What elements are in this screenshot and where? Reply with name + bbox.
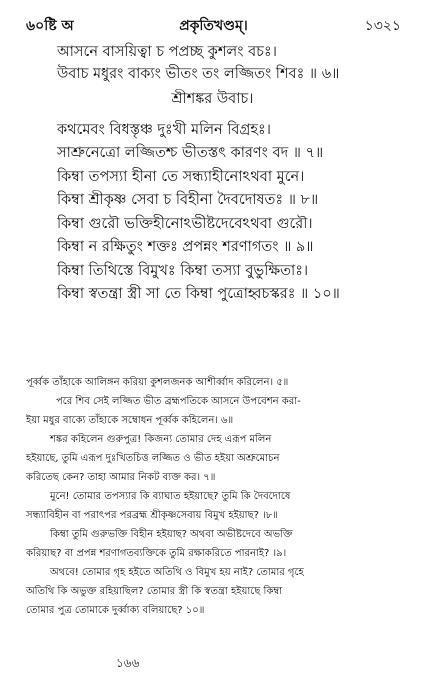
translation-line: কিম্বা তুমি গুরুভক্তি বিহীন হইয়াছ? অথবা অভীষ্টদেবে অভক্তি [50, 529, 293, 540]
page-header [26, 14, 401, 36]
signature-marker: ১৬৬ [116, 656, 140, 670]
translation-line: তোমার পুত্র তোমাকে দুর্ব্বাক্য বলিয়াছে? ১০॥ [26, 605, 205, 616]
chapter-number: ৬০ষ্টি অ [26, 18, 74, 34]
verse-line: কিম্বা তিথিস্তে বিমুখঃ কিম্বা তস্যা বুভুক্ষিতাঃ। [57, 263, 309, 279]
verse-line: কিম্বা স্বতন্ত্রা স্ত্রী সা তে কিম্বা পুত্রোহ্বচস্করঃ ॥ ১০॥ [57, 286, 340, 302]
speaker-heading: শ্রীশঙ্কর উবাচ। [171, 91, 254, 107]
translation-line: করিয়াছ? বা প্রপন্ন শরণাগতব্যক্তিকে তুমি রক্ষাকরিতে পারনাই? ।৯। [26, 548, 287, 559]
translation-line: অথবে! তোমার গৃহ হইতে অতিথি ও বিমুখ হয় নাই? তোমার গৃহে [50, 567, 304, 578]
verse-line: আসনে বাসয়িত্বা চ পপ্রচ্ছ কুশলং বচঃ। [57, 44, 277, 60]
translation-line: করিতেছ কেন? তাহা আমার নিকট ব্যক্ত কর। ৭॥ [26, 472, 216, 483]
verse-line: উবাচ মধুরং বাক্যং ভীতং তং লজ্জিতং শিবঃ ॥ ৬॥ [57, 66, 340, 82]
translation-line: শঙ্কর কহিলেন গুরুপুত্র! কিজন্য তোমার দেহ এরূপ মলিন [50, 434, 272, 445]
verse-line: কিম্বা গুরৌ ভক্তিহীনোঽভীষ্টদেবেঽথবা গুরৌ। [57, 216, 313, 232]
verse-line: কিম্বা তপস্যা হীনা তে সন্ধ্যাহীনোঽথবা মুনে। [57, 169, 305, 185]
translation-line: সন্ধ্যাবিহীন বা পরাৎপর পরব্রহ্ম শ্রীকৃষ্ণসেবায় বিমুখ হইয়াছ? ।৮॥ [26, 510, 278, 521]
translation-line: মুনে! তোমার তপস্যার কি ব্যাঘাত হইয়াছে? তুমি কি দৈবদোষে [50, 491, 291, 502]
translation-line: পরে শিব সেই লজ্জিত ভীত ব্রহ্মপতিকে আসনে উপবেশন করা- [56, 396, 301, 407]
translation-line: পূর্ব্বক তাঁহাকে আলিঙ্গন করিয়া কুশলজনক আশীর্ব্বাদ করিলেন। ৫॥ [26, 377, 289, 388]
translation-line: ইয়া মধুর বাক্যে তাঁহাকে সম্বোধন পূর্ব্বক কহিলেন। ৬॥ [26, 415, 234, 426]
verse-line: সাশ্রুনেত্রো লজ্জিতশ্চ ভীতস্তৎ কারণং বদ ॥ ৭॥ [57, 145, 324, 161]
translation-line: অতিথি কি অভুক্ত রহিয়াছিল? তোমার স্ত্রী কি স্বতন্ত্রা হইয়াছে কিম্বা [26, 586, 283, 597]
verse-line: কিম্বা ন রক্ষিতুং শক্তঃ প্রপন্নং শরণাগতং ॥ ৯॥ [57, 239, 314, 255]
translation-line: হইয়াছে, তুমি এরূপ দুঃখিতচিত্ত লজ্জিত ও ভীত হইয়া অশ্রুমোচন [26, 453, 280, 464]
page-number: ১৩২১ [364, 18, 401, 34]
verse-line: কিম্বা শ্রীকৃষ্ণ সেবা চ বিহীনা দৈবদোষতঃ ॥ ৮॥ [57, 192, 319, 208]
verse-line: কথমেবং বিধস্তৃঞ্চ দুঃখী মলিন বিগ্রহঃ। [57, 122, 271, 138]
running-title: প্রকৃতিখণ্ডম্‌। [179, 18, 248, 34]
